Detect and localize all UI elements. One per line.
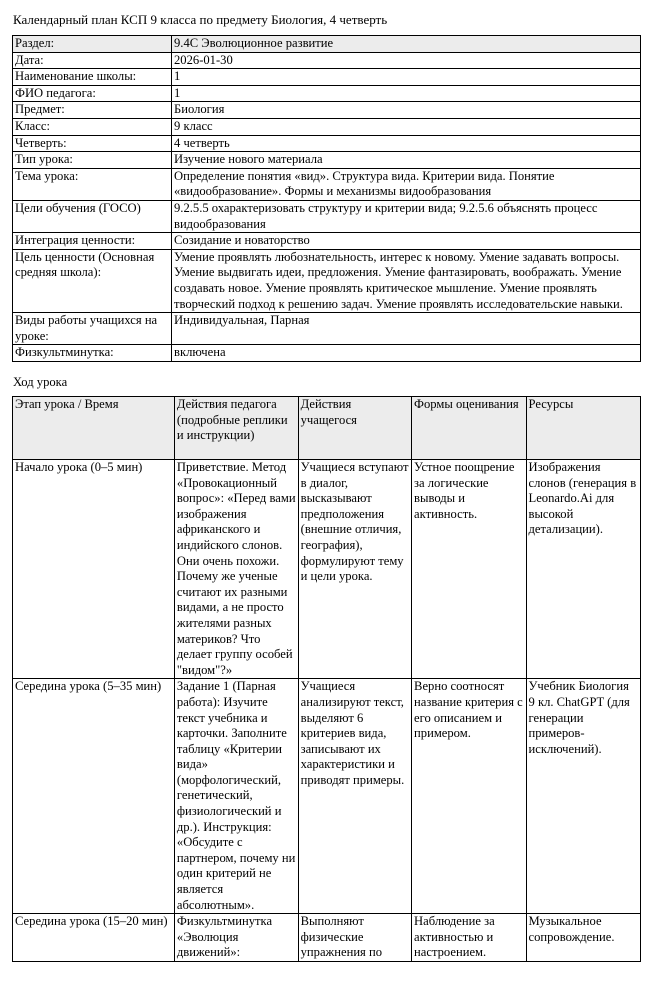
info-row (13, 85, 641, 102)
info-value: 9.4С Эволюционное развитие (172, 36, 641, 53)
info-label: Четверть: (13, 135, 172, 152)
lesson-cell: Задание 1 (Парная работа): Изучите текст учебника и карточки. Заполните таблицу «Критерии вида» (морфологический, генетический, физиологический и др.). Инструкция: «Обсудите с партнером, почему ни один критерий не является абсолютным». (174, 679, 298, 914)
info-row (13, 69, 641, 86)
section-title: Ход урока (13, 375, 68, 389)
lesson-header-cell: Этап урока / Время (13, 397, 175, 460)
info-row (13, 52, 641, 69)
info-value: 9 класс (172, 118, 641, 135)
lesson-header-cell: Действия учащегося (298, 397, 411, 460)
info-row (13, 233, 641, 250)
info-value: 1 (172, 85, 641, 102)
lesson-header-cell: Формы оценивания (412, 397, 526, 460)
lesson-cell: Наблюдение за активностью и настроением. (412, 914, 526, 962)
lesson-row (13, 460, 641, 679)
info-row (13, 118, 641, 135)
info-row (13, 313, 641, 345)
info-row (13, 135, 641, 152)
info-label: Тема урока: (13, 168, 172, 200)
info-label: Цели обучения (ГОСО) (13, 200, 172, 232)
lesson-cell: Приветствие. Метод «Провокационный вопрос»: «Перед вами изображения африканского и индийского слонов. Они очень похожи. Почему же ученые считают их разными видами, а не просто жителями разных материков? Что делает группу особей "видом"?» (174, 460, 298, 679)
lesson-cell: Изображения слонов (генерация в Leonardo.Ai для высокой детализации). (526, 460, 641, 679)
info-value: Изучение нового материала (172, 152, 641, 169)
lesson-row (13, 679, 641, 914)
lesson-info-table (12, 35, 641, 362)
lesson-header-row (13, 397, 641, 460)
info-label: Цель ценности (Основная средняя школа): (13, 249, 172, 312)
info-value: 4 четверть (172, 135, 641, 152)
lesson-cell: Устное поощрение за логические выводы и активность. (412, 460, 526, 679)
info-row (13, 345, 641, 362)
info-label: Физкультминутка: (13, 345, 172, 362)
info-value: 9.2.5.5 охарактеризовать структуру и критерии вида; 9.2.5.6 объяснять процесс видообразования (172, 200, 641, 232)
info-value: Биология (172, 102, 641, 119)
lesson-header-cell: Ресурсы (526, 397, 641, 460)
lesson-plan-table (12, 396, 641, 962)
info-label: ФИО педагога: (13, 85, 172, 102)
info-value: Индивидуальная, Парная (172, 313, 641, 345)
info-label: Тип урока: (13, 152, 172, 169)
lesson-cell: Начало урока (0–5 мин) (13, 460, 175, 679)
info-label: Дата: (13, 52, 172, 69)
info-value: Созидание и новаторство (172, 233, 641, 250)
info-label: Виды работы учащихся на уроке: (13, 313, 172, 345)
document-title: Календарный план КСП 9 класса по предмету Биология, 4 четверть (13, 12, 388, 27)
lesson-cell: Учебник Биология 9 кл. ChatGPT (для генерации примеров-исключений). (526, 679, 641, 914)
lesson-cell: Верно соотносят название критерия с его описанием и примером. (412, 679, 526, 914)
info-row (13, 102, 641, 119)
info-label: Наименование школы: (13, 69, 172, 86)
info-value: Умение проявлять любознательность, интерес к новому. Умение задавать вопросы. Умение выдвигать идеи, предложения. Умение фантазировать, воображать. Умение создавать новое. Умение проявлять критическое мышление. Умение проявлять творческий подход к решению задач. Умение проявлять исследовательские навыки. (172, 249, 641, 312)
lesson-header-cell: Действия педагога (подробные реплики и инструкции) (174, 397, 298, 460)
info-row (13, 168, 641, 200)
info-value: 2026-01-30 (172, 52, 641, 69)
lesson-cell: Середина урока (15–20 мин) (13, 914, 175, 962)
info-row (13, 152, 641, 169)
info-label: Интеграция ценности: (13, 233, 172, 250)
info-value: 1 (172, 69, 641, 86)
info-value: Определение понятия «вид». Структура вида. Критерии вида. Понятие «видообразование». Формы и механизмы видообразования (172, 168, 641, 200)
info-value: включена (172, 345, 641, 362)
info-row (13, 200, 641, 232)
info-label: Раздел: (13, 36, 172, 53)
info-label: Предмет: (13, 102, 172, 119)
info-row (13, 36, 641, 53)
info-row (13, 249, 641, 312)
lesson-cell: Выполняют физические упражнения по (298, 914, 411, 962)
info-label: Класс: (13, 118, 172, 135)
lesson-cell: Учащиеся вступают в диалог, высказывают предположения (внешние отличия, география), формулируют тему и цели урока. (298, 460, 411, 679)
lesson-cell: Музыкальное сопровождение. (526, 914, 641, 962)
lesson-cell: Середина урока (5–35 мин) (13, 679, 175, 914)
lesson-row (13, 914, 641, 962)
lesson-cell: Учащиеся анализируют текст, выделяют 6 критериев вида, записывают их характеристики и приводят примеры. (298, 679, 411, 914)
lesson-cell: Физкультминутка «Эволюция движений»: (174, 914, 298, 962)
